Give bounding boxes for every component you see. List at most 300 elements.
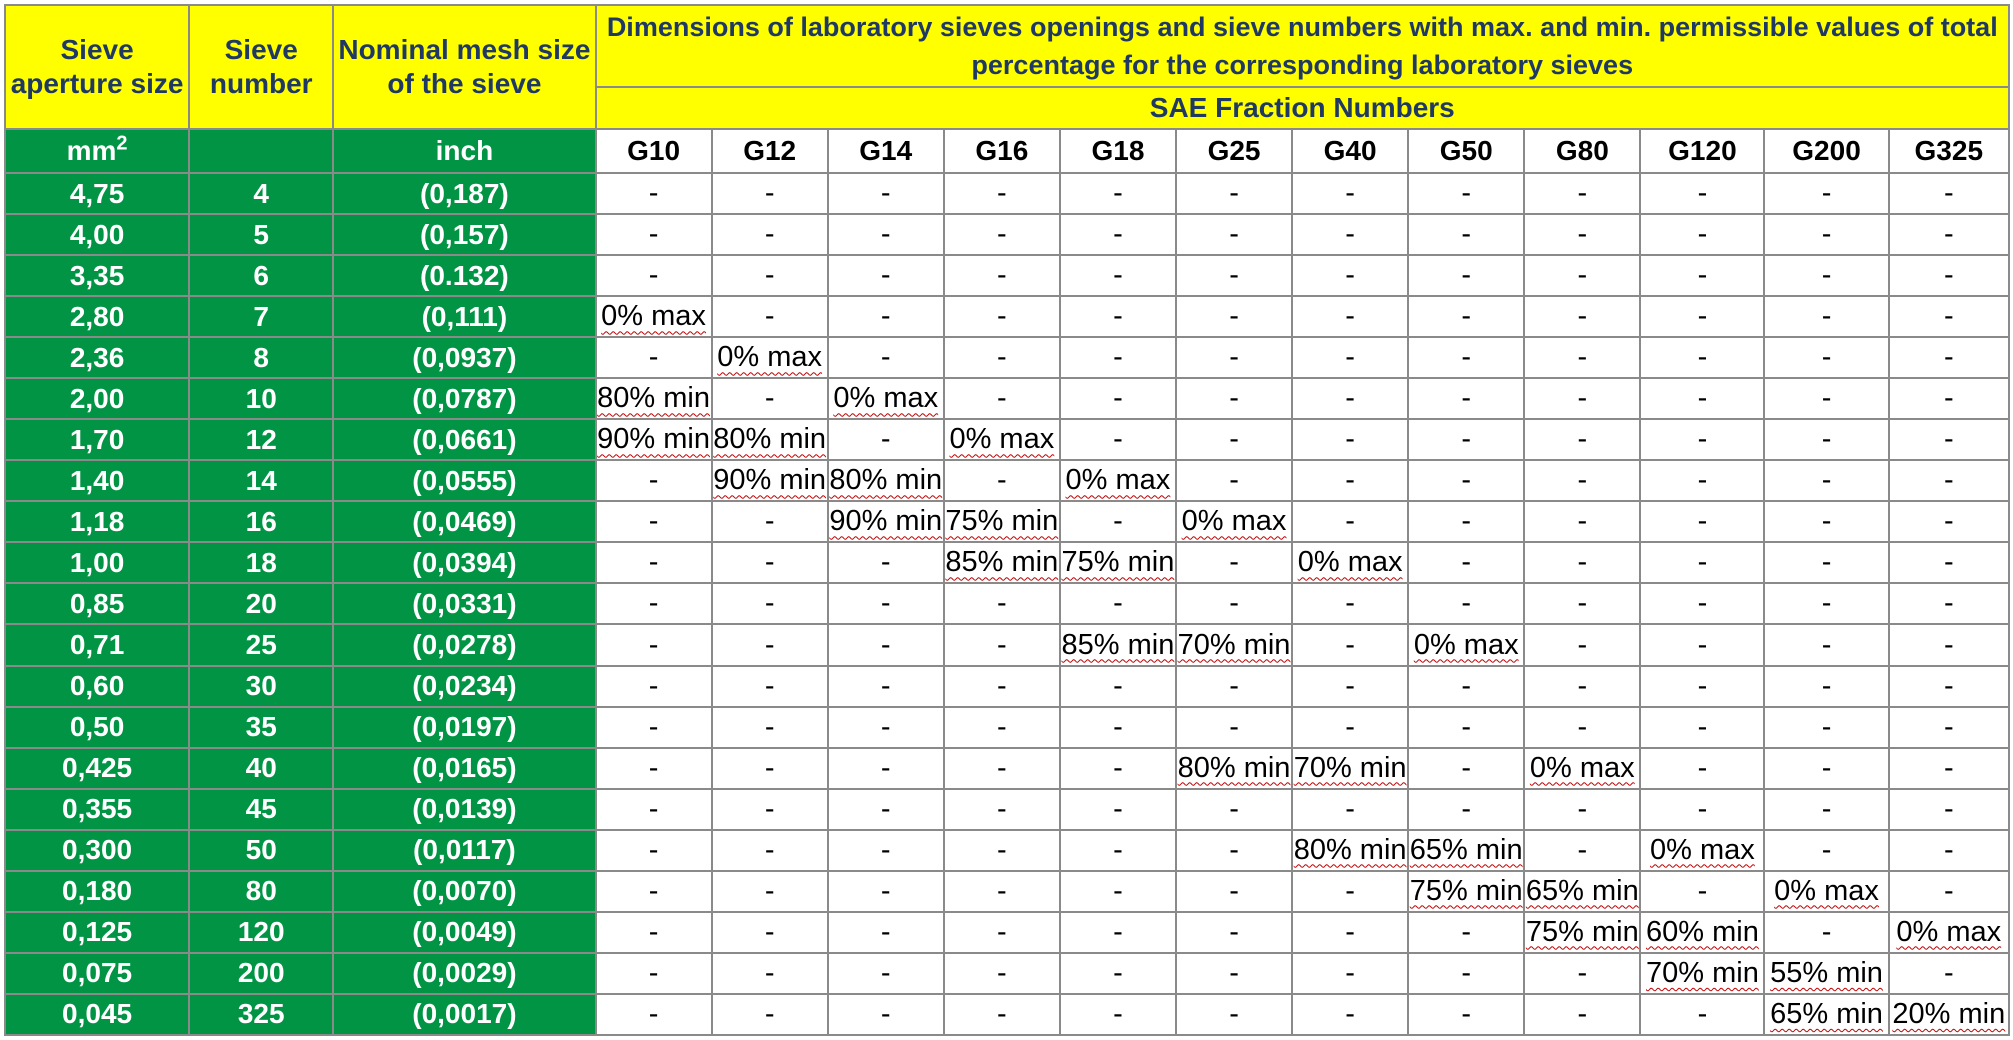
value-text: - (1943, 751, 1954, 784)
value-cell-g325 (1889, 830, 2009, 871)
value-cell-g200 (1764, 912, 1888, 953)
value-cell-g120 (1640, 378, 1764, 419)
value-cell-g12 (712, 666, 828, 707)
value-cell-g14 (828, 953, 944, 994)
value-cell-g120 (1640, 583, 1764, 624)
aperture-cell: 0,425 (5, 748, 189, 789)
value-cell-g16 (944, 173, 1060, 214)
value-cell-g325 (1889, 707, 2009, 748)
number-cell: 30 (189, 666, 333, 707)
value-text: - (1697, 669, 1708, 702)
value-cell-g25 (1176, 173, 1292, 214)
value-text: - (1821, 792, 1832, 825)
value-cell-g50 (1408, 583, 1524, 624)
value-text: - (1461, 341, 1472, 374)
value-cell-g120 (1640, 296, 1764, 337)
number-cell: 40 (189, 748, 333, 789)
value-text: - (997, 874, 1007, 907)
value-cell-g200 (1764, 296, 1888, 337)
value-cell-g25 (1176, 419, 1292, 460)
table-row (5, 830, 2009, 871)
value-cell-g16 (944, 994, 1060, 1035)
value-cell-g14 (828, 214, 944, 255)
value-text: - (997, 259, 1007, 292)
value-cell-g10 (596, 542, 712, 583)
value-cell-g25 (1176, 912, 1292, 953)
grade-header-g18: G18 (1060, 129, 1176, 173)
value-cell-g80 (1524, 748, 1640, 789)
value-cell-g325 (1889, 666, 2009, 707)
value-cell-g14 (828, 501, 944, 542)
value-text: - (1461, 259, 1472, 292)
mesh-cell: (0,0234) (333, 666, 595, 707)
mesh-cell: (0,0469) (333, 501, 595, 542)
mesh-cell: (0,0937) (333, 337, 595, 378)
value-text: - (997, 341, 1007, 374)
unit-mm (5, 129, 189, 173)
value-text: - (1943, 833, 1954, 866)
table-row (5, 296, 2009, 337)
value-cell-g120 (1640, 501, 1764, 542)
value-text: - (880, 341, 891, 374)
value-cell-g120 (1640, 419, 1764, 460)
value-text: - (1943, 382, 1954, 415)
value-text: 0% max (1413, 628, 1519, 661)
value-cell-g16 (944, 542, 1060, 583)
value-text: - (1943, 546, 1954, 579)
value-text: - (764, 259, 775, 292)
value-cell-g120 (1640, 337, 1764, 378)
value-text: - (1113, 259, 1123, 292)
unit-mm-superscript: 2 (116, 132, 128, 155)
value-cell-g18 (1060, 378, 1176, 419)
table-row (5, 419, 2009, 460)
value-cell-g18 (1060, 296, 1176, 337)
aperture-cell: 0,075 (5, 953, 189, 994)
aperture-cell: 4,75 (5, 173, 189, 214)
value-cell-g200 (1764, 378, 1888, 419)
value-cell-g14 (828, 871, 944, 912)
value-text: - (764, 587, 775, 620)
value-cell-g16 (944, 296, 1060, 337)
value-cell-g80 (1524, 378, 1640, 419)
value-text: 80% min (1177, 751, 1291, 784)
number-cell: 8 (189, 337, 333, 378)
value-cell-g12 (712, 912, 828, 953)
value-cell-g12 (712, 953, 828, 994)
number-cell: 20 (189, 583, 333, 624)
value-text: - (1113, 874, 1123, 907)
value-cell-g12 (712, 255, 828, 296)
value-cell-g120 (1640, 666, 1764, 707)
value-text: - (1943, 792, 1954, 825)
value-cell-g18 (1060, 994, 1176, 1035)
value-cell-g40 (1292, 871, 1408, 912)
value-text: - (997, 628, 1007, 661)
value-cell-g50 (1408, 830, 1524, 871)
value-cell-g200 (1764, 707, 1888, 748)
value-cell-g325 (1889, 378, 2009, 419)
number-cell: 45 (189, 789, 333, 830)
value-cell-g18 (1060, 789, 1176, 830)
value-cell-g25 (1176, 214, 1292, 255)
value-text: - (1577, 833, 1588, 866)
value-cell-g25 (1176, 296, 1292, 337)
value-cell-g120 (1640, 460, 1764, 501)
value-text: - (880, 792, 891, 825)
value-cell-g16 (944, 871, 1060, 912)
value-text: - (1113, 997, 1123, 1030)
value-cell-g18 (1060, 624, 1176, 665)
value-text: - (1461, 587, 1472, 620)
value-cell-g12 (712, 583, 828, 624)
value-cell-g14 (828, 337, 944, 378)
value-text: - (1697, 505, 1708, 538)
value-cell-g10 (596, 378, 712, 419)
value-text: - (1113, 382, 1123, 415)
mesh-cell: (0,0139) (333, 789, 595, 830)
value-cell-g50 (1408, 624, 1524, 665)
value-text: 75% min (1409, 874, 1523, 907)
value-text: - (1821, 464, 1832, 497)
value-cell-g120 (1640, 624, 1764, 665)
value-text: - (1229, 915, 1239, 948)
value-cell-g120 (1640, 707, 1764, 748)
value-text: - (997, 177, 1007, 210)
value-text: - (1577, 218, 1588, 251)
value-text: - (1113, 669, 1123, 702)
aperture-cell: 0,85 (5, 583, 189, 624)
number-cell: 200 (189, 953, 333, 994)
value-cell-g14 (828, 666, 944, 707)
aperture-cell: 0,50 (5, 707, 189, 748)
value-text: - (1345, 587, 1355, 620)
value-text: - (1821, 423, 1832, 456)
value-text: - (1345, 997, 1355, 1030)
value-text: - (764, 628, 775, 661)
value-cell-g200 (1764, 871, 1888, 912)
value-text: - (997, 300, 1007, 333)
value-cell-g25 (1176, 994, 1292, 1035)
value-cell-g12 (712, 748, 828, 789)
value-cell-g80 (1524, 953, 1640, 994)
value-text: - (880, 546, 891, 579)
value-cell-g200 (1764, 542, 1888, 583)
value-cell-g50 (1408, 748, 1524, 789)
value-text: - (1943, 710, 1954, 743)
value-cell-g12 (712, 214, 828, 255)
value-text: - (648, 546, 659, 579)
value-cell-g80 (1524, 583, 1640, 624)
table-row (5, 871, 2009, 912)
value-text: - (1113, 423, 1123, 456)
value-text: 0% max (1650, 833, 1755, 866)
value-cell-g40 (1292, 583, 1408, 624)
value-text: - (1113, 341, 1123, 374)
aperture-cell: 2,00 (5, 378, 189, 419)
number-cell: 16 (189, 501, 333, 542)
value-cell-g40 (1292, 337, 1408, 378)
value-text: - (1461, 423, 1472, 456)
value-cell-g10 (596, 912, 712, 953)
value-text: 0% max (1181, 505, 1287, 538)
value-text: - (1461, 546, 1472, 579)
value-text: - (1229, 997, 1239, 1030)
value-cell-g40 (1292, 789, 1408, 830)
table-row (5, 542, 2009, 583)
value-cell-g120 (1640, 830, 1764, 871)
aperture-cell: 0,125 (5, 912, 189, 953)
table-row (5, 789, 2009, 830)
mesh-cell: (0,187) (333, 173, 595, 214)
grade-header-g325: G325 (1889, 129, 2009, 173)
value-text: 0% max (1529, 751, 1635, 784)
mesh-cell: (0.132) (333, 255, 595, 296)
value-cell-g80 (1524, 214, 1640, 255)
value-text: 80% min (829, 464, 943, 497)
table-row (5, 953, 2009, 994)
value-cell-g200 (1764, 953, 1888, 994)
mesh-cell: (0,111) (333, 296, 595, 337)
value-cell-g40 (1292, 707, 1408, 748)
value-text: - (1577, 587, 1588, 620)
value-cell-g18 (1060, 460, 1176, 501)
value-text: - (1345, 956, 1355, 989)
value-text: - (997, 751, 1007, 784)
value-cell-g325 (1889, 542, 2009, 583)
value-text: - (1229, 177, 1239, 210)
value-text: - (1697, 382, 1708, 415)
value-text: 85% min (945, 546, 1059, 579)
value-cell-g10 (596, 419, 712, 460)
value-cell-g50 (1408, 789, 1524, 830)
value-cell-g50 (1408, 912, 1524, 953)
value-cell-g200 (1764, 501, 1888, 542)
value-cell-g14 (828, 748, 944, 789)
value-cell-g10 (596, 214, 712, 255)
value-text: - (1943, 587, 1954, 620)
value-cell-g40 (1292, 912, 1408, 953)
value-text: - (1821, 546, 1832, 579)
aperture-cell: 1,18 (5, 501, 189, 542)
value-text: - (764, 874, 775, 907)
value-cell-g25 (1176, 748, 1292, 789)
value-text: - (1229, 464, 1239, 497)
value-cell-g25 (1176, 789, 1292, 830)
value-text: - (648, 177, 659, 210)
aperture-cell: 2,80 (5, 296, 189, 337)
value-cell-g120 (1640, 912, 1764, 953)
value-cell-g10 (596, 748, 712, 789)
value-cell-g325 (1889, 337, 2009, 378)
value-cell-g40 (1292, 666, 1408, 707)
mesh-cell: (0,0331) (333, 583, 595, 624)
aperture-cell: 4,00 (5, 214, 189, 255)
value-text: - (1943, 874, 1954, 907)
value-cell-g16 (944, 419, 1060, 460)
value-cell-g50 (1408, 953, 1524, 994)
value-text: - (1821, 505, 1832, 538)
value-cell-g25 (1176, 953, 1292, 994)
value-cell-g40 (1292, 542, 1408, 583)
value-cell-g16 (944, 789, 1060, 830)
value-text: - (1345, 915, 1355, 948)
value-cell-g200 (1764, 173, 1888, 214)
value-cell-g40 (1292, 214, 1408, 255)
value-cell-g16 (944, 666, 1060, 707)
value-text: - (764, 833, 775, 866)
value-cell-g25 (1176, 830, 1292, 871)
value-text: - (1461, 792, 1472, 825)
value-text: - (1345, 669, 1355, 702)
value-text: - (1577, 505, 1588, 538)
value-text: - (1461, 669, 1472, 702)
value-cell-g40 (1292, 994, 1408, 1035)
value-cell-g10 (596, 830, 712, 871)
value-cell-g50 (1408, 337, 1524, 378)
value-cell-g18 (1060, 830, 1176, 871)
value-text: 0% max (601, 300, 706, 333)
aperture-cell: 0,045 (5, 994, 189, 1035)
value-cell-g18 (1060, 666, 1176, 707)
value-cell-g200 (1764, 419, 1888, 460)
value-text: - (1229, 874, 1239, 907)
grade-header-g200: G200 (1764, 129, 1888, 173)
table-row (5, 748, 2009, 789)
table-row (5, 501, 2009, 542)
value-text: - (1461, 505, 1472, 538)
value-cell-g10 (596, 173, 712, 214)
value-text: - (1697, 751, 1708, 784)
value-cell-g40 (1292, 953, 1408, 994)
number-cell: 35 (189, 707, 333, 748)
value-text: - (1821, 751, 1832, 784)
value-cell-g325 (1889, 173, 2009, 214)
number-cell: 80 (189, 871, 333, 912)
value-text: - (1345, 177, 1355, 210)
value-text: 85% min (1061, 628, 1175, 661)
value-text: - (1697, 423, 1708, 456)
value-cell-g80 (1524, 501, 1640, 542)
table-row (5, 173, 2009, 214)
value-text: - (764, 177, 775, 210)
value-text: - (648, 874, 659, 907)
value-cell-g18 (1060, 953, 1176, 994)
value-cell-g25 (1176, 542, 1292, 583)
value-text: - (1113, 915, 1123, 948)
value-cell-g18 (1060, 501, 1176, 542)
value-cell-g16 (944, 255, 1060, 296)
value-text: - (997, 956, 1007, 989)
value-text: 75% min (1061, 546, 1175, 579)
value-text: - (764, 997, 775, 1030)
value-cell-g40 (1292, 501, 1408, 542)
value-text: - (764, 546, 775, 579)
value-cell-g16 (944, 912, 1060, 953)
mesh-cell: (0,0394) (333, 542, 595, 583)
value-text: - (764, 382, 775, 415)
value-cell-g14 (828, 583, 944, 624)
value-text: - (880, 587, 891, 620)
value-text: 20% min (1892, 997, 2006, 1030)
table-row (5, 912, 2009, 953)
value-cell-g12 (712, 501, 828, 542)
number-cell: 7 (189, 296, 333, 337)
table-subtitle: SAE Fraction Numbers (596, 87, 2009, 129)
value-cell-g80 (1524, 830, 1640, 871)
value-cell-g325 (1889, 501, 2009, 542)
value-text: - (1345, 259, 1355, 292)
grade-header-g25: G25 (1176, 129, 1292, 173)
value-text: - (1697, 792, 1708, 825)
value-cell-g16 (944, 337, 1060, 378)
value-text: - (1345, 792, 1355, 825)
value-text: 70% min (1293, 751, 1407, 784)
value-cell-g14 (828, 173, 944, 214)
value-cell-g200 (1764, 748, 1888, 789)
value-cell-g80 (1524, 173, 1640, 214)
value-text: - (1113, 587, 1123, 620)
value-cell-g16 (944, 953, 1060, 994)
value-cell-g325 (1889, 624, 2009, 665)
value-cell-g18 (1060, 707, 1176, 748)
value-cell-g120 (1640, 214, 1764, 255)
value-text: - (997, 669, 1007, 702)
value-cell-g80 (1524, 707, 1640, 748)
value-cell-g16 (944, 460, 1060, 501)
value-text: - (1461, 218, 1472, 251)
value-cell-g12 (712, 624, 828, 665)
value-text: - (1943, 464, 1954, 497)
value-text: - (648, 751, 659, 784)
grade-header-g40: G40 (1292, 129, 1408, 173)
mesh-cell: (0,0029) (333, 953, 595, 994)
value-cell-g200 (1764, 255, 1888, 296)
value-text: - (1229, 423, 1239, 456)
value-text: - (648, 341, 659, 374)
value-cell-g50 (1408, 542, 1524, 583)
value-cell-g12 (712, 707, 828, 748)
value-text: 90% min (713, 464, 827, 497)
value-cell-g325 (1889, 789, 2009, 830)
number-cell: 12 (189, 419, 333, 460)
value-cell-g18 (1060, 748, 1176, 789)
mesh-cell: (0,0197) (333, 707, 595, 748)
value-text: - (1697, 259, 1708, 292)
value-cell-g25 (1176, 378, 1292, 419)
aperture-cell: 0,300 (5, 830, 189, 871)
value-text: - (1229, 300, 1239, 333)
value-text: - (1821, 628, 1832, 661)
value-cell-g10 (596, 953, 712, 994)
value-cell-g325 (1889, 460, 2009, 501)
value-text: - (997, 833, 1007, 866)
value-cell-g120 (1640, 953, 1764, 994)
aperture-cell: 0,355 (5, 789, 189, 830)
value-cell-g16 (944, 214, 1060, 255)
mesh-cell: (0,0555) (333, 460, 595, 501)
value-text: - (764, 710, 775, 743)
value-cell-g18 (1060, 871, 1176, 912)
value-text: - (1943, 300, 1954, 333)
value-cell-g12 (712, 789, 828, 830)
table-row (5, 666, 2009, 707)
mesh-cell: (0,0787) (333, 378, 595, 419)
value-text: - (1697, 177, 1708, 210)
aperture-cell: 3,35 (5, 255, 189, 296)
value-text: - (1345, 218, 1355, 251)
value-text: - (1229, 956, 1239, 989)
